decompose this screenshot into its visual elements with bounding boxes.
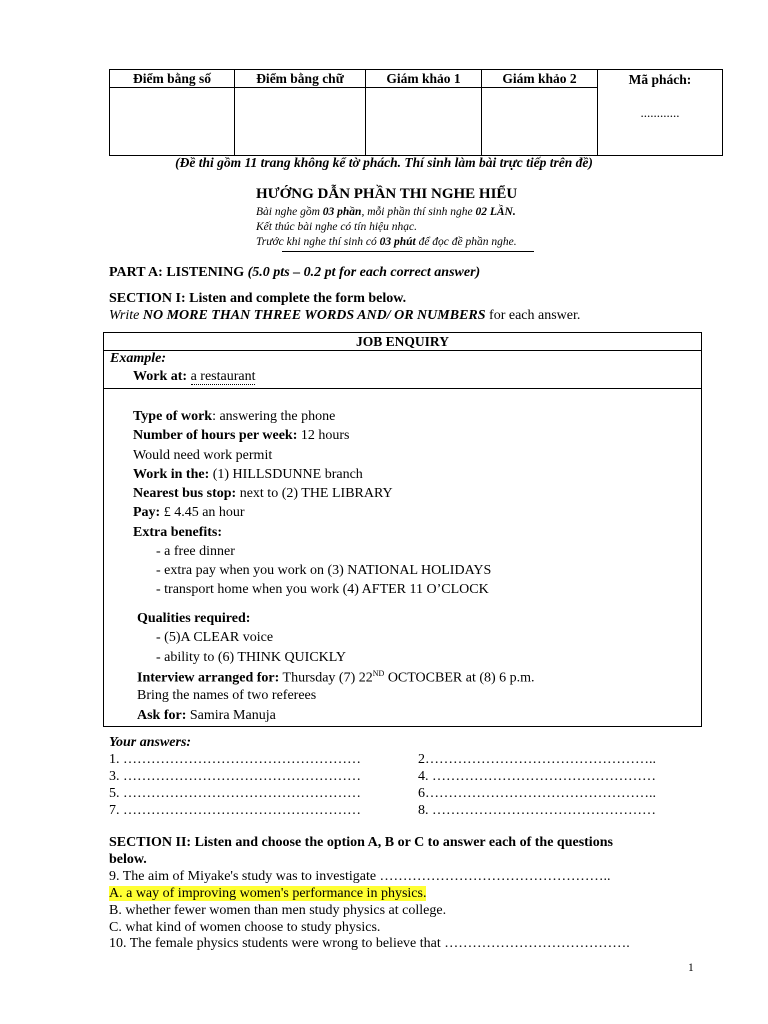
example-label: Example: xyxy=(110,351,166,366)
guide-line-3 xyxy=(256,236,517,248)
form-row-referees: Bring the names of two referees xyxy=(137,688,317,703)
row-value: answering the phone xyxy=(215,409,336,424)
form-row-bus-stop xyxy=(133,486,393,502)
header-giam-khao-1: Giám khảo 1 xyxy=(366,70,482,88)
example-block xyxy=(104,351,701,389)
ask-label: Ask for: xyxy=(137,708,187,723)
question-9-option-a[interactable] xyxy=(109,886,426,902)
section-1-instr-c: for each answer. xyxy=(485,308,581,323)
answer-line-1[interactable]: 1. …………………………………………… xyxy=(109,752,361,767)
quality-item: - ability to (6) THINK QUICKLY xyxy=(156,650,347,665)
guide-line-1-bold: 03 phần xyxy=(322,206,362,218)
example-work-at: Work at: a restaurant xyxy=(133,369,256,384)
question-9: 9. The aim of Miyake's study was to investigate ………………………………………….. xyxy=(109,869,611,884)
highlighted-answer: A. a way of improving women's performance in physics. xyxy=(109,886,427,901)
header-diem-so: Điểm bằng số xyxy=(110,70,235,88)
answer-line-8[interactable]: 8. ………………………………………… xyxy=(418,803,656,818)
form-heading: JOB ENQUIRY xyxy=(104,333,701,351)
answer-line-2[interactable]: 2………………………………………….. xyxy=(418,752,656,767)
question-10: 10. The female physics students were wrong to believe that …………………………………. xyxy=(109,936,630,951)
cell-giam-khao-1[interactable] xyxy=(366,88,482,156)
answer-line-7[interactable]: 7. …………………………………………… xyxy=(109,803,361,818)
row-label: Extra benefits: xyxy=(133,525,223,540)
cell-diem-so[interactable] xyxy=(110,88,235,156)
form-row-work-in xyxy=(133,467,363,483)
header-diem-chu: Điểm bằng chữ xyxy=(235,70,366,88)
form-row-hours xyxy=(133,428,350,444)
interview-label: Interview arranged for: xyxy=(137,670,280,686)
guide-line-2: Kết thúc bài nghe có tín hiệu nhạc. xyxy=(256,221,417,233)
page-number: 1 xyxy=(688,962,694,974)
row-label: Nearest bus stop: xyxy=(133,486,237,501)
benefit-item: - a free dinner xyxy=(156,544,235,559)
row-value: (1) HILLSDUNNE branch xyxy=(209,467,363,482)
answer-line-5[interactable]: 5. …………………………………………… xyxy=(109,786,361,801)
row-value: 12 hours xyxy=(297,428,350,443)
row-label: Type of work xyxy=(133,409,213,424)
form-row-extra-benefits xyxy=(133,525,222,541)
row-sep: : xyxy=(212,409,216,424)
section-2-title-cont: below. xyxy=(109,852,147,867)
benefit-item: - transport home when you work (4) AFTER 11 O’CLOCK xyxy=(156,582,489,597)
cell-giam-khao-2[interactable] xyxy=(482,88,598,156)
job-enquiry-form xyxy=(103,332,702,727)
question-9-option-c[interactable]: C. what kind of women choose to study physics. xyxy=(109,920,381,935)
section-1-instruction xyxy=(109,308,580,324)
guide-line-3-text: Trước khi nghe thí sinh có xyxy=(256,236,380,248)
answer-line-3[interactable]: 3. …………………………………………… xyxy=(109,769,361,784)
interview-value-a: Thursday (7) 22 xyxy=(279,670,373,686)
section-1-instr-a: Write xyxy=(109,308,143,323)
row-label: Work in the: xyxy=(133,467,210,482)
guide-underline xyxy=(282,251,534,252)
part-a-points: (5.0 pts – 0.2 pt for each correct answer) xyxy=(247,265,481,280)
section-1-instr-b: NO MORE THAN THREE WORDS AND/ OR NUMBERS xyxy=(142,308,486,323)
header-giam-khao-2: Giám khảo 2 xyxy=(482,70,598,88)
guide-title: HƯỚNG DẪN PHẦN THI NGHE HIỂU xyxy=(256,186,518,202)
row-label: Pay: xyxy=(133,505,161,520)
guide-line-1-text: Bài nghe gồm xyxy=(256,206,323,218)
ma-phach-cell xyxy=(598,70,723,156)
ma-phach-dots: ............ xyxy=(640,105,680,120)
form-row-pay xyxy=(133,505,245,521)
form-row-interview xyxy=(137,669,535,687)
guide-line-3-text-2: để đọc đề phần nghe. xyxy=(415,236,517,248)
answer-line-6[interactable]: 6………………………………………….. xyxy=(418,786,656,801)
row-value: Would need work permit xyxy=(133,448,273,463)
answer-line-4[interactable]: 4. ………………………………………… xyxy=(418,769,656,784)
form-row-work-permit xyxy=(133,448,272,464)
part-a-title xyxy=(109,265,480,281)
work-at-label: Work at xyxy=(133,369,183,384)
form-row-type-of-work xyxy=(133,409,335,425)
interview-value-b: OCTOCBER at (8) 6 p.m. xyxy=(384,670,535,686)
guide-line-1-bold-2: 02 LẦN. xyxy=(475,206,516,218)
cell-diem-chu[interactable] xyxy=(235,88,366,156)
row-label: Number of hours per week: xyxy=(133,428,298,443)
guide-line-1 xyxy=(256,206,516,218)
question-9-option-b[interactable]: B. whether fewer women than men study physics at college. xyxy=(109,903,447,918)
qualities-label: Qualities required: xyxy=(137,611,251,626)
benefit-item: - extra pay when you work on (3) NATIONAL HOLIDAYS xyxy=(156,563,492,578)
guide-line-1-text-2: , mỗi phần thí sinh nghe xyxy=(361,206,476,218)
form-row-ask-for xyxy=(137,708,276,724)
section-2-title: SECTION II: Listen and choose the option A, B or C to answer each of the questions xyxy=(109,835,613,850)
guide-line-3-bold: 03 phút xyxy=(379,236,416,248)
row-value: £ 4.45 an hour xyxy=(160,505,245,520)
score-table xyxy=(109,69,723,156)
work-at-value: a restaurant xyxy=(190,369,256,384)
part-a-label: PART A: LISTENING xyxy=(109,265,248,280)
row-value: next to (2) THE LIBRARY xyxy=(236,486,393,501)
interview-sup: ND xyxy=(372,669,385,678)
ask-value: Samira Manuja xyxy=(186,708,276,723)
section-1-title: SECTION I: Listen and complete the form below. xyxy=(109,291,407,306)
header-ma-phach: Mã phách: xyxy=(628,72,692,87)
exam-note: (Đề thi gồm 11 trang không kể tờ phách. Thí sinh làm bài trực tiếp trên đề) xyxy=(175,155,593,170)
your-answers-label: Your answers: xyxy=(109,735,192,750)
quality-item: - (5)A CLEAR voice xyxy=(156,630,274,645)
